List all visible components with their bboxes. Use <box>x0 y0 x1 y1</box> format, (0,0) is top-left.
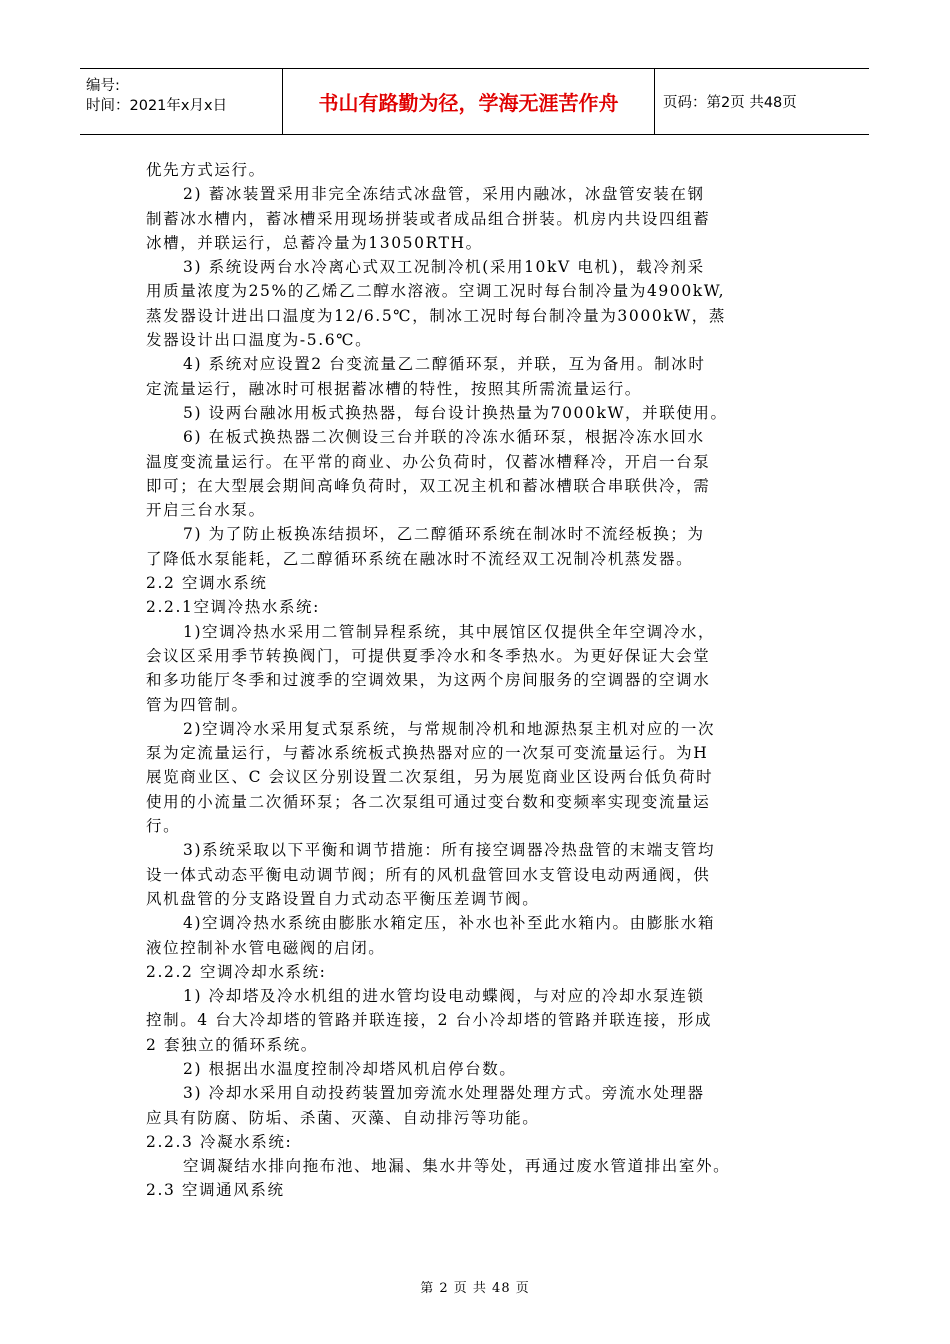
page-footer: 第 2 页 共 48 页 <box>420 1281 530 1296</box>
text-line: 3) 冷却水采用自动投药装置加旁流水处理器处理方式。旁流水处理器 <box>183 1084 705 1103</box>
header-page-info: 页码：第2页 共48页 <box>663 95 797 111</box>
text-line: 会议区采用季节转换阀门，可提供夏季冷水和冬季热水。为更好保证大会堂 <box>146 646 711 665</box>
text-line: 温度变流量运行。在平常的商业、办公负荷时，仅蓄冰槽释冷，开启一台泵 <box>146 452 711 471</box>
section-heading: 2.3 空调通风系统 <box>146 1181 285 1200</box>
text-line: 发器设计出口温度为-5.6℃。 <box>146 331 373 350</box>
text-line: 展览商业区、C 会议区分别设置二次泵组，另为展览商业区设两台低负荷时 <box>146 768 714 787</box>
text-line: 冰槽，并联运行，总蓄冷量为13050RTH。 <box>146 233 483 252</box>
text-line: 泵为定流量运行，与蓄冰系统板式换热器对应的一次泵可变流量运行。为H <box>146 744 709 763</box>
text-line: 4)空调冷热水系统由膨胀水箱定压，补水也补至此水箱内。由膨胀水箱 <box>183 914 716 933</box>
text-line: 1) 冷却塔及冷水机组的进水管均设电动蝶阀，与对应的冷却水泵连锁 <box>183 987 705 1006</box>
section-heading: 2.2 空调水系统 <box>146 574 268 593</box>
text-line: 空调凝结水排向拖布池、地漏、集水井等处，再通过废水管道排出室外。 <box>183 1157 731 1176</box>
text-line: 制蓄冰水槽内，蓄冰槽采用现场拼装或者成品组合拼装。机房内共设四组蓄 <box>146 209 711 228</box>
header-meta <box>80 69 283 134</box>
text-line: 1)空调冷热水采用二管制异程系统，其中展馆区仅提供全年空调冷水， <box>183 622 716 641</box>
document-body <box>146 158 806 1203</box>
text-line: 了降低水泵能耗，乙二醇循环系统在融冰时不流经双工况制冷机蒸发器。 <box>146 549 694 568</box>
text-line: 控制。4 台大冷却塔的管路并联连接，2 台小冷却塔的管路并联连接，形成 <box>146 1011 713 1030</box>
text-line: 7) 为了防止板换冻结损坏，乙二醇循环系统在制冰时不流经板换；为 <box>183 525 705 544</box>
text-line: 5) 设两台融冰用板式换热器，每台设计换热量为7000kW，并联使用。 <box>183 403 728 422</box>
text-line: 应具有防腐、防垢、杀菌、灭藻、自动排污等功能。 <box>146 1108 540 1127</box>
text-line: 2 套独立的循环系统。 <box>146 1035 318 1054</box>
text-line: 3) 系统设两台水冷离心式双工况制冷机(采用10kV 电机)，载冷剂采 <box>183 258 705 277</box>
text-line: 6) 在板式换热器二次侧设三台并联的冷冻水循环泵，根据冷冻水回水 <box>183 428 705 447</box>
text-line: 设一体式动态平衡电动调节阀；所有的风机盘管回水支管设电动两通阀，供 <box>146 865 711 884</box>
text-line: 优先方式运行。 <box>146 161 266 179</box>
subsection-heading: 2.2.3 冷凝水系统: <box>146 1132 293 1151</box>
subsection-heading: 2.2.2 空调冷却水系统: <box>146 962 327 981</box>
date-label: 时间：2021年x月x日 <box>86 98 228 114</box>
text-line: 和多功能厅冬季和过渡季的空调效果，为这两个房间服务的空调器的空调水 <box>146 671 711 690</box>
text-line: 使用的小流量二次循环泵；各二次泵组可通过变台数和变频率实现变流量运 <box>146 792 711 811</box>
text-line: 3)系统采取以下平衡和调节措施：所有接空调器冷热盘管的末端支管均 <box>183 841 716 860</box>
text-line: 2)空调冷水采用复式泵系统，与常规制冷机和地源热泵主机对应的一次 <box>183 719 716 738</box>
number-label: 编号: <box>86 78 120 94</box>
subsection-heading: 2.2.1空调冷热水系统: <box>146 598 320 617</box>
text-line: 行。 <box>146 817 181 836</box>
text-line: 2) 根据出水温度控制冷却塔风机启停台数。 <box>183 1059 517 1078</box>
text-line: 用质量浓度为25%的乙烯乙二醇水溶液。空调工况时每台制冷量为4900kW, <box>146 282 726 301</box>
text-line: 风机盘管的分支路设置自力式动态平衡压差调节阀。 <box>146 889 540 908</box>
header-motto: 书山有路勤为径，学海无涯苦作舟 <box>283 69 655 134</box>
page-header <box>80 68 869 135</box>
text-line: 即可；在大型展会期间高峰负荷时，双工况主机和蓄冰槽联合串联供冷，需 <box>146 476 711 495</box>
text-line: 定流量运行，融冰时可根据蓄冰槽的特性，按照其所需流量运行。 <box>146 379 642 398</box>
text-line: 2) 蓄冰装置采用非完全冻结式冰盘管，采用内融冰，冰盘管安装在钢 <box>183 185 705 204</box>
text-line: 开启三台水泵。 <box>146 501 266 520</box>
text-line: 4) 系统对应设置2 台变流量乙二醇循环泵，并联，互为备用。制冰时 <box>183 355 706 374</box>
text-line: 液位控制补水管电磁阀的启闭。 <box>146 938 386 957</box>
text-line: 蒸发器设计进出口温度为12/6.5℃，制冰工况时每台制冷量为3000kW，蒸 <box>146 306 727 325</box>
text-line: 管为四管制。 <box>146 695 249 714</box>
